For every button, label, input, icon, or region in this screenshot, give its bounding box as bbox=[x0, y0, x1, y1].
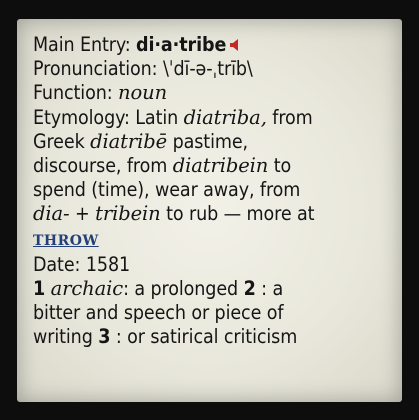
etymology-text: to bbox=[273, 154, 292, 178]
dictionary-card bbox=[17, 19, 402, 402]
main-entry-line bbox=[33, 33, 393, 57]
definition-line-2 bbox=[33, 301, 393, 325]
definition-text: : a prolonged bbox=[123, 277, 239, 301]
dictionary-entry bbox=[33, 33, 393, 350]
function-line bbox=[33, 81, 393, 105]
etymology-line-1 bbox=[33, 106, 393, 130]
etymology-verb: diatribein bbox=[172, 154, 269, 178]
etymology-line-5 bbox=[33, 202, 393, 226]
definition-text: bitter and speech or piece of bbox=[33, 301, 284, 325]
definition-line-3 bbox=[33, 325, 393, 349]
sense-number: 2 bbox=[243, 277, 256, 301]
etymology-text: from bbox=[272, 105, 313, 129]
headword: di·a·tribe bbox=[136, 33, 227, 56]
pronunciation-value: \ˈdī-ə-ˌtrīb\ bbox=[162, 57, 253, 81]
etymology-text: to rub — more at bbox=[166, 202, 315, 226]
definition-text: : a bbox=[261, 277, 284, 301]
speaker-icon[interactable] bbox=[230, 34, 240, 48]
etymology-root: tribein bbox=[95, 202, 161, 226]
etymology-text: + bbox=[75, 202, 90, 226]
definition-line-1 bbox=[33, 277, 393, 301]
sense-label-archaic: archaic bbox=[50, 277, 124, 301]
etymology-line-4 bbox=[33, 178, 393, 202]
pronunciation-label: Pronunciation: bbox=[33, 57, 158, 81]
etymology-text: Greek bbox=[33, 129, 85, 153]
sense-number: 1 bbox=[33, 277, 46, 301]
etymology-greek-word: diatribē bbox=[90, 129, 168, 153]
etymology-text: spend (time), wear away, from bbox=[33, 178, 301, 202]
date-label: Date: bbox=[33, 252, 81, 276]
etymology-prefix: dia- bbox=[33, 202, 70, 226]
etymology-text: discourse, from bbox=[33, 154, 168, 178]
sense-number: 3 bbox=[98, 325, 111, 349]
etymology-latin-word: diatriba, bbox=[183, 105, 267, 129]
definition-text: : or satirical criticism bbox=[115, 325, 298, 349]
date-value: 1581 bbox=[85, 252, 131, 276]
cross-reference-link[interactable]: THROW bbox=[33, 232, 99, 249]
cross-reference-line bbox=[33, 227, 393, 253]
function-label: Function: bbox=[33, 81, 113, 105]
etymology-line-3 bbox=[33, 154, 393, 178]
date-line bbox=[33, 253, 393, 277]
main-entry-label: Main Entry: bbox=[33, 33, 131, 56]
pronunciation-line bbox=[33, 57, 393, 81]
function-value: noun bbox=[118, 81, 168, 105]
etymology-line-2 bbox=[33, 130, 393, 154]
etymology-text: pastime, bbox=[172, 129, 249, 153]
etymology-text: Latin bbox=[135, 105, 179, 129]
etymology-label: Etymology: bbox=[33, 105, 130, 129]
definition-text: writing bbox=[33, 325, 93, 349]
